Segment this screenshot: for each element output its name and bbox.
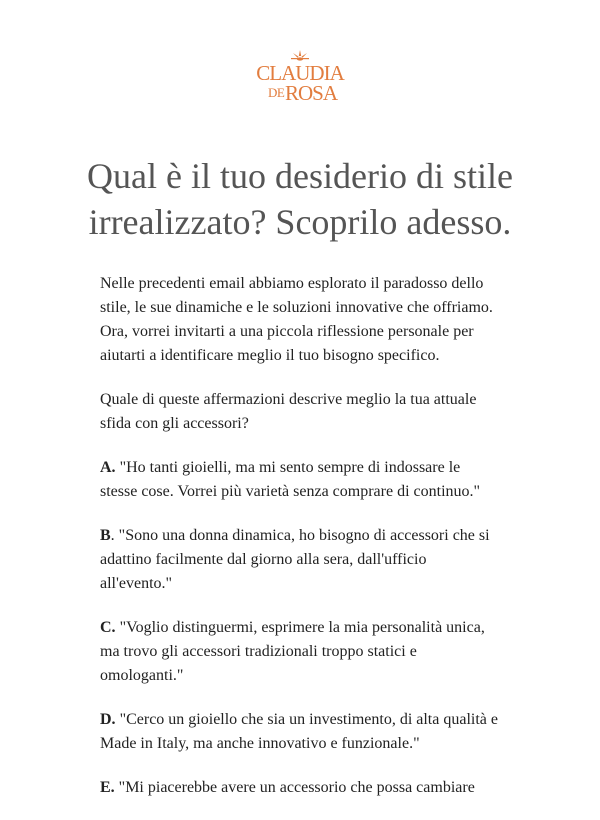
option-c [100,616,500,688]
option-letter: B [100,527,111,544]
option-letter: C. [100,619,116,636]
email-body [100,272,500,820]
option-e [100,776,500,800]
option-a [100,456,500,504]
logo-line2-small: DE [268,85,285,100]
option-letter: D. [100,711,116,728]
brand-logo[interactable] [0,48,600,104]
logo-line2-big: ROSA [285,81,338,104]
option-text: "Cerco un gioiello che sia un investimento, di alta qualità e Made in Italy, ma anche innovativo e funzionale." [100,711,498,752]
logo-line1: CLAUDIA [256,61,344,85]
option-letter: E. [100,779,115,796]
option-letter: A. [100,459,116,476]
intro-paragraph: Nelle precedenti email abbiamo esplorato il paradosso dello stile, le sue dinamiche e le soluzioni innovative che offriamo. Ora, vorrei invitarti a una piccola riflessione personale per aiutarti a identificare meglio il tuo bisogno specifico. [100,275,493,364]
option-text: "Mi piacerebbe avere un accessorio che possa cambiare [114,779,475,796]
option-text: "Voglio distinguermi, esprimere la mia personalità unica, ma trovo gli accessori tradizionali troppo statici e omologanti." [100,619,485,684]
option-b [100,524,500,596]
option-d [100,708,500,756]
question-paragraph: Quale di queste affermazioni descrive meglio la tua attuale sfida con gli accessori? [100,391,477,432]
claudia-de-rosa-logo-icon [255,48,345,104]
headline: Qual è il tuo desiderio di stile irrealizzato? Scoprilo adesso. [87,156,513,242]
option-text: . "Sono una donna dinamica, ho bisogno di accessori che si adattino facilmente dal giorno alla sera, dall'ufficio all'evento." [100,527,490,592]
option-text: "Ho tanti gioielli, ma mi sento sempre di indossare le stesse cose. Vorrei più varietà senza comprare di continuo." [100,459,481,500]
